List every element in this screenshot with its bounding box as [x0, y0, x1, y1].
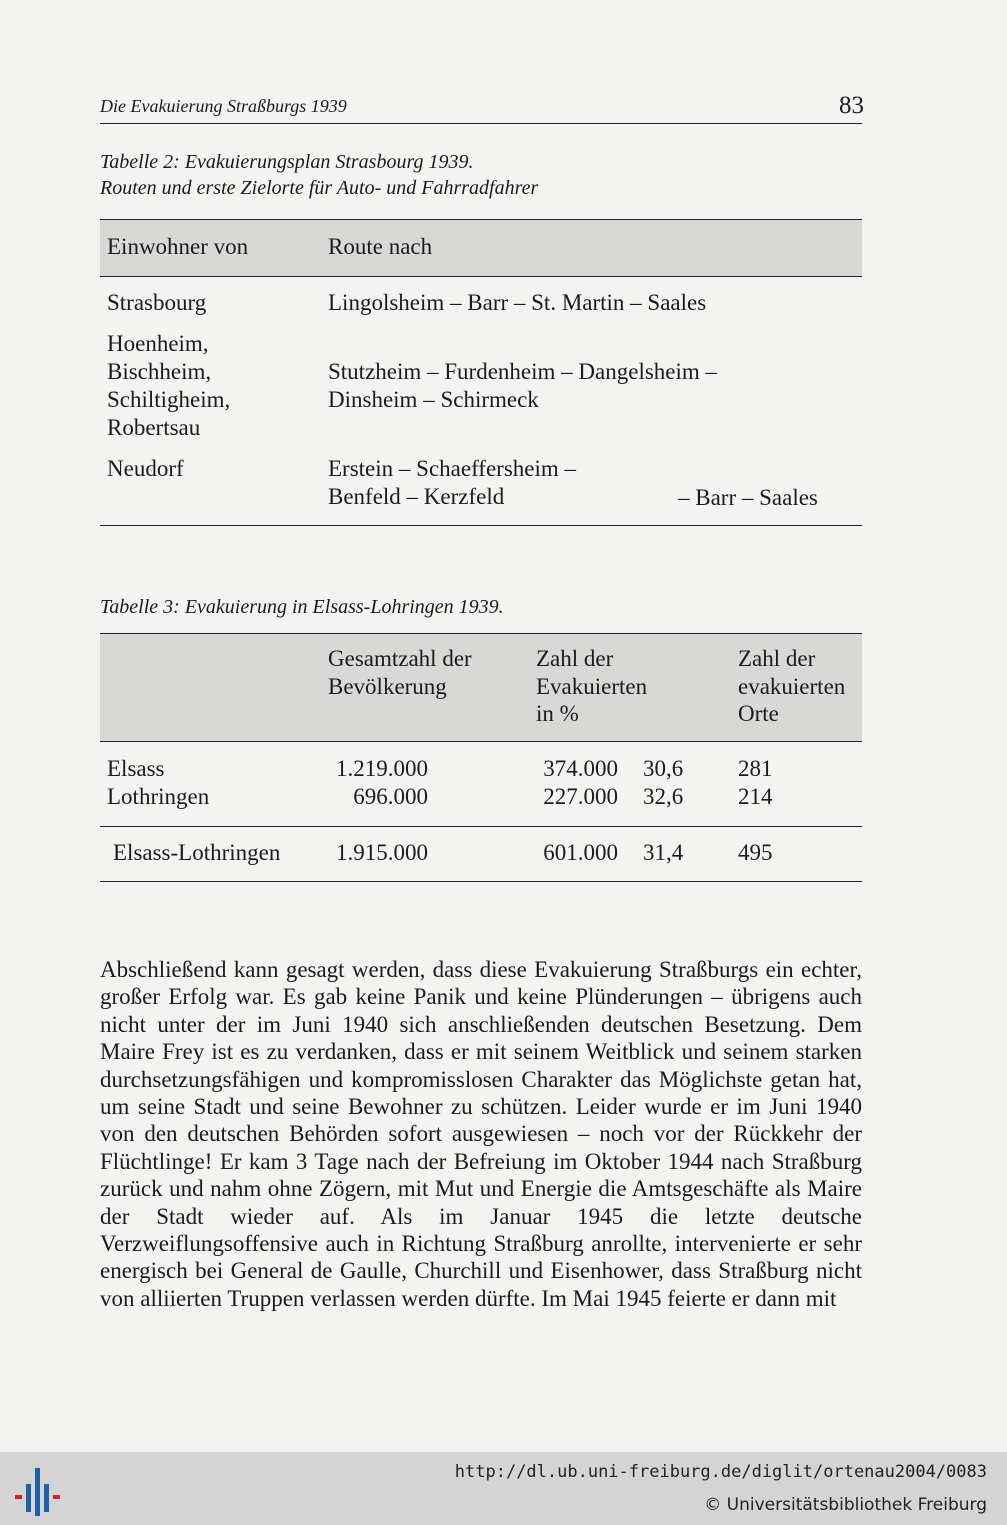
table3-total-percent: 31,4 [643, 840, 684, 865]
table2-row1-from: Strasbourg [107, 290, 207, 315]
table3-bottom-rule [100, 881, 862, 882]
table2-row3-route-end: – Barr – Saales [678, 485, 818, 510]
table2-row3-from: Neudorf [107, 456, 184, 481]
footer-url-link[interactable]: http://dl.ub.uni-freiburg.de/diglit/ortenau2004/0083 [454, 1462, 987, 1482]
table3-row2-evacuated: 227.000 [543, 784, 618, 809]
table3-row1-population: 1.219.000 [336, 756, 428, 781]
table2-row2-route-line1: Stutzheim – Furdenheim – Dangelsheim – [328, 359, 718, 384]
table2-row3-route-line2: Benfeld – Kerzfeld [328, 484, 505, 509]
table3-row2-population: 696.000 [353, 784, 428, 809]
table2-caption-line2: Routen und erste Zielorte für Auto- und Fahrradfahrer [100, 177, 539, 199]
table2-caption-line1: Tabelle 2: Evakuierungsplan Strasbourg 1939. [100, 151, 474, 173]
table2-header-rule [100, 276, 862, 277]
table3-row1-evacuated: 374.000 [543, 756, 618, 781]
table2-bottom-rule [100, 525, 862, 526]
table2-row2-from-line2: Bischheim, [107, 359, 212, 384]
table3-header-population-line1: Gesamtzahl der [328, 646, 472, 671]
table2-row2-from-line1: Hoenheim, [107, 331, 209, 356]
table3-caption: Tabelle 3: Evakuierung in Elsass-Lohringen 1939. [100, 596, 504, 618]
table3-header-population-line2: Bevölkerung [328, 674, 447, 699]
table3-header-evacuated-line1: Zahl der [536, 646, 614, 671]
table3-header-places-line3: Orte [738, 701, 779, 726]
table3-row2-percent: 32,6 [643, 784, 684, 809]
table3-subtotal-rule [100, 826, 862, 827]
table2-top-rule [100, 219, 862, 220]
footer-copyright: © Universitätsbibliothek Freiburg [704, 1495, 987, 1515]
table3-top-rule [100, 633, 862, 634]
ub-freiburg-logo-icon [14, 1466, 66, 1518]
table3-row2-region: Lothringen [107, 784, 210, 809]
header-rule [100, 123, 862, 124]
table3-header-places-line1: Zahl der [738, 646, 816, 671]
table3-total-evacuated: 601.000 [543, 840, 618, 865]
table2-row3-route-line1: Erstein – Schaeffersheim – [328, 456, 577, 481]
page-number: 83 [839, 92, 864, 119]
table3-row1-percent: 30,6 [643, 756, 684, 781]
table3-row1-places: 281 [738, 756, 773, 781]
table2-row1-route: Lingolsheim – Barr – St. Martin – Saales [328, 290, 707, 315]
table3-total-region: Elsass-Lothringen [113, 840, 281, 865]
table3-header-evacuated-line2: Evakuierten [536, 674, 648, 699]
table2-header-route: Route nach [328, 234, 433, 259]
footer-bar [0, 1452, 1007, 1525]
table2-row2-from-line4: Robertsau [107, 415, 201, 440]
table3-total-population: 1.915.000 [336, 840, 428, 865]
table3-total-places: 495 [738, 840, 773, 865]
table3-header-evacuated-line3: in % [536, 701, 579, 726]
table2-header-from: Einwohner von [107, 234, 249, 259]
table3-header-rule [100, 741, 862, 742]
table3-header-places-line2: evakuierten [738, 674, 846, 699]
table2-row2-from-line3: Schiltigheim, [107, 387, 231, 412]
body-paragraph: Abschließend kann gesagt werden, dass diese Evakuierung Straßburgs ein echter, großer Erfolg war. Es gab keine Panik und keine Plünderungen – übrigens auch nicht unter der im Juni 1940 sich anschließenden deutschen Besetzung. Dem Maire Frey ist es zu verdanken, dass er mit seinem Weitblick und seinem starken durchsetzungsfähigen und kompromisslosen Charakter das Möglichste getan hat, um seine Stadt und seine Bewohner zu schützen. Leider wurde er im Juni 1940 von den deutschen Behörden sofort ausgewiesen – noch vor der Rückkehr der Flüchtlinge! Er kam 3 Tage nach der Befreiung im Oktober 1944 nach Straßburg zurück und nahm ohne Zögern, mit Mut und Energie die Amtsgeschäfte als Maire der Stadt wieder auf. Als im Januar 1945 die letzte deutsche Verzweiflungsoffensive auch in Richtung Straßburg anrollte, intervenierte er sehr energisch bei General de Gaulle, Churchill und Eisenhower, dass Straßburg nicht von alliierten Truppen verlassen werden dürfte. Im Mai 1945 feierte er dann mit [100, 957, 862, 1311]
table2-row2-route-line2: Dinsheim – Schirmeck [328, 387, 539, 412]
table3-row1-region: Elsass [107, 756, 165, 781]
table3-row2-places: 214 [738, 784, 773, 809]
running-header-title: Die Evakuierung Straßburgs 1939 [100, 96, 347, 116]
